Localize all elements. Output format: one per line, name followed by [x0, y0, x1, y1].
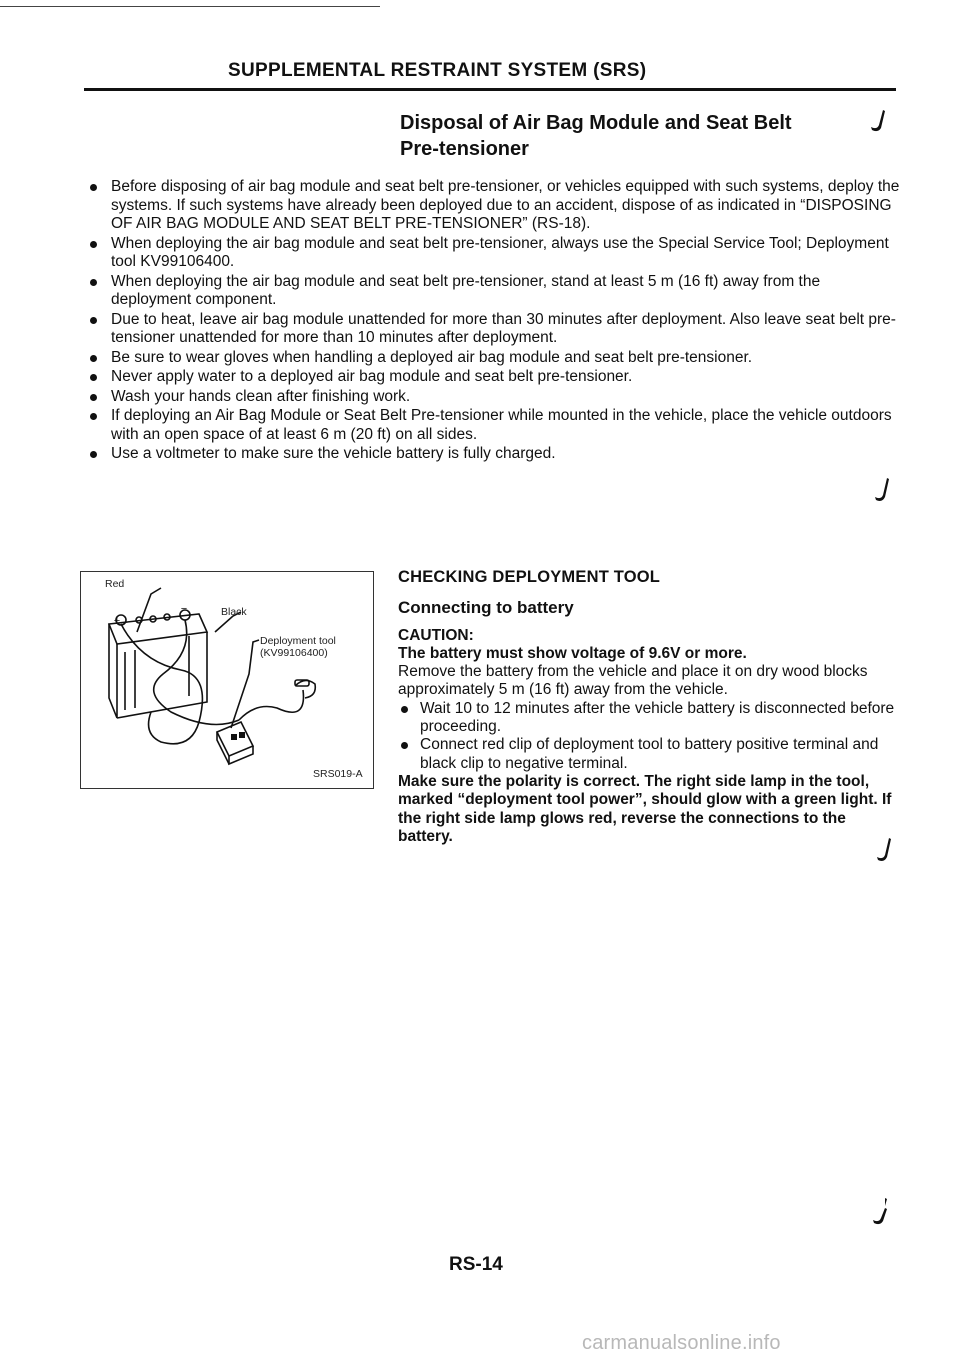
battery-removal-text: Remove the battery from the vehicle and place it on dry wood blocks approximately 5 m (16 ft) away from the vehicle.	[398, 663, 868, 699]
section-title	[400, 110, 870, 162]
checking-deployment-tool-section	[398, 568, 898, 846]
label-tool-line1: Deployment tool	[260, 635, 336, 647]
label-red: Red	[105, 578, 125, 590]
list-item: Use a voltmeter to make sure the vehicle battery is fully charged.	[88, 445, 900, 464]
section-title-line1: Disposal of Air Bag Module and Seat Belt	[400, 112, 792, 134]
list-item: Connect red clip of deployment tool to battery positive terminal and black clip to negative terminal.	[398, 736, 898, 773]
caution-text: The battery must show voltage of 9.6V or more.	[398, 644, 747, 662]
label-tool-line2: (KV99106400)	[260, 647, 328, 659]
list-item: Due to heat, leave air bag module unattended for more than 30 minutes after deployment. Also leave seat belt pre-tensioner unattended for more than 10 minutes after deployment.	[88, 311, 900, 348]
revision-check-mark	[870, 1196, 892, 1236]
figure-code: SRS019-A	[313, 768, 363, 780]
section-title-line2: Pre-tensioner	[400, 138, 529, 160]
footer-watermark: carmanualsonline.info	[582, 1332, 781, 1354]
list-item: Wait 10 to 12 minutes after the vehicle battery is disconnected before proceeding.	[398, 700, 898, 737]
revision-check-mark	[874, 836, 896, 872]
list-item: When deploying the air bag module and seat belt pre-tensioner, stand at least 5 m (16 ft) away from the deployment component.	[88, 273, 900, 310]
header-rule	[84, 88, 896, 91]
top-scan-line	[0, 6, 380, 7]
label-black: Black	[221, 606, 247, 618]
list-item: Wash your hands clean after finishing work.	[88, 388, 900, 407]
caution-label: CAUTION:	[398, 626, 474, 644]
connecting-subheading: Connecting to battery	[398, 598, 574, 618]
revision-check-mark	[872, 476, 894, 512]
checking-heading: CHECKING DEPLOYMENT TOOL	[398, 568, 661, 586]
page-number: RS-14	[449, 1254, 503, 1275]
list-item: Never apply water to a deployed air bag module and seat belt pre-tensioner.	[88, 368, 900, 387]
label-deployment-tool	[260, 635, 336, 659]
polarity-instruction: Make sure the polarity is correct. The right side lamp in the tool, marked “deployment tool power”, should glow with a green light. If the right side lamp glows red, reverse the connections to the battery.	[398, 772, 892, 845]
battery-connection-figure	[80, 571, 374, 789]
list-item: When deploying the air bag module and seat belt pre-tensioner, always use the Special Service Tool; Deployment tool KV99106400.	[88, 235, 900, 272]
battery-illustration	[81, 572, 375, 790]
connection-steps	[398, 700, 898, 773]
revision-check-mark	[868, 108, 890, 142]
list-item: If deploying an Air Bag Module or Seat Belt Pre-tensioner while mounted in the vehicle, place the vehicle outdoors with an open space of at least 6 m (20 ft) on all sides.	[88, 407, 900, 444]
negative-terminal-symbol: −	[180, 603, 188, 615]
positive-terminal-symbol: +	[113, 615, 121, 627]
page-header-title: SUPPLEMENTAL RESTRAINT SYSTEM (SRS)	[228, 60, 647, 81]
list-item: Before disposing of air bag module and seat belt pre-tensioner, or vehicles equipped with such systems, deploy the systems. If such systems have already been deployed due to an accident, dispose of as indicated in “DISPOSING OF AIR BAG MODULE AND SEAT BELT PRE-TENSIONER” (RS-18).	[88, 178, 900, 234]
list-item: Be sure to wear gloves when handling a deployed air bag module and seat belt pre-tensioner.	[88, 349, 900, 368]
precautions-list	[88, 178, 900, 465]
